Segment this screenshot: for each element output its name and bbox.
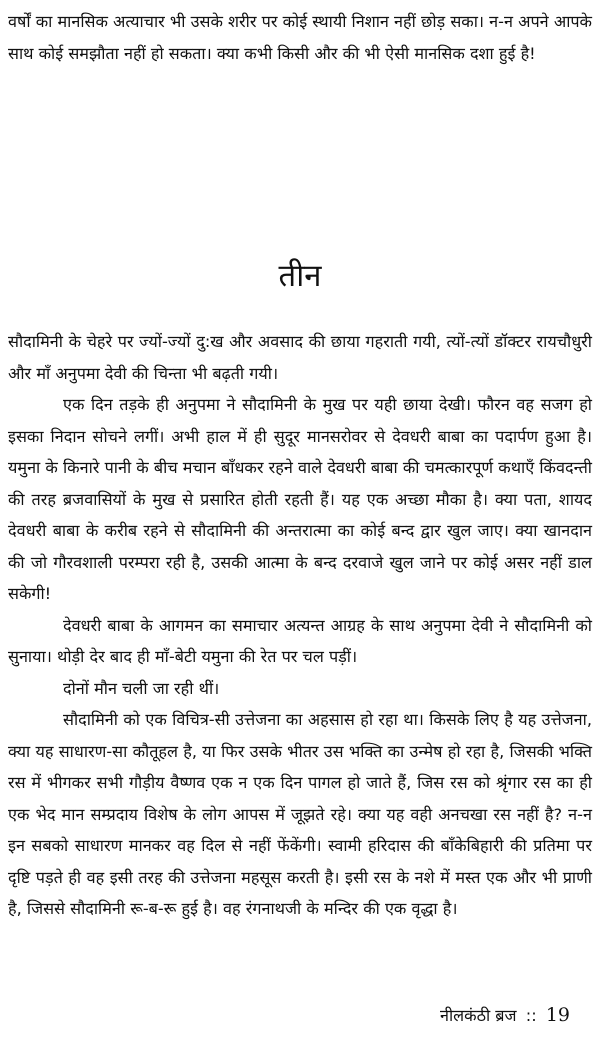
paragraph: एक दिन तड़के ही अनुपमा ने सौदामिनी के मुख पर यही छाया देखी। फौरन वह सजग हो इसका निदान सोचने लगीं। अभी हाल में ही सुदूर मानसरोवर से देवधरी बाबा का पदार्पण हुआ है। यमुना के किनारे पानी के बीच मचान बाँधकर रहने वाले देवधरी बाबा की चमत्कारपूर्ण कथाएँ किंवदन्ती की तरह ब्रजवासियों के मुख से प्रसारित होती रहती हैं। यह एक अच्छा मौका है। क्या पता, शायद देवधरी बाबा के करीब रहने से सौदामिनी की अन्तरात्मा का कोई बन्द द्वार खुल जाए। क्या खानदान की जो गौरवशाली परम्परा रही है, उसकी आत्मा के बन्द दरवाजे खुल जाने पर कोई असर नहीं डाल सकेगी!	[8, 395, 592, 603]
chapter-body	[8, 326, 592, 925]
book-title: नीलकंठी ब्रज	[439, 1006, 517, 1025]
paragraph-continued: वर्षों का मानसिक अत्याचार भी उसके शरीर पर कोई स्थायी निशान नहीं छोड़ सका। न-न अपने आपके साथ कोई समझौता नहीं हो सकता। क्या कभी किसी और की भी ऐसी मानसिक दशा हुई है!	[8, 12, 592, 63]
page-footer	[440, 1000, 570, 1031]
continued-text	[8, 6, 592, 69]
page-number: 19	[545, 1004, 570, 1026]
paragraph: सौदामिनी को एक विचित्र-सी उत्तेजना का अहसास हो रहा था। किसके लिए है यह उत्तेजना, क्या यह साधारण-सा कौतूहल है, या फिर उसके भीतर उस भक्ति का उन्मेष हो रहा है, जिसकी भक्ति रस में भीगकर सभी गौड़ीय वैष्णव एक न एक दिन पागल हो जाते हैं, जिस रस को श्रृंगार रस का ही एक भेद मान सम्प्रदाय विशेष के लोग आपस में जूझते रहे। क्या यह वही अनचखा रस नहीं है? न-न इन सबको साधारण मानकर वह दिल से नहीं फेंकेंगी। स्वामी हरिदास की बाँकेबिहारी की प्रतिमा पर दृष्टि पड़ते ही वह इसी तरह की उत्तेजना महसूस करती है। इसी रस के नशे में मस्त एक और भी प्राणी है, जिससे सौदामिनी रू-ब-रू हुई है। वह रंगनाथजी के मन्दिर की एक वृद्धा है।	[8, 710, 592, 918]
paragraph: देवधरी बाबा के आगमन का समाचार अत्यन्त आग्रह के साथ अनुपमा देवी ने सौदामिनी को सुनाया। थोड़ी देर बाद ही माँ-बेटी यमुना की रेत पर चल पड़ीं।	[8, 615, 592, 666]
chapter-title: तीन	[278, 257, 322, 294]
paragraph: सौदामिनी के चेहरे पर ज्यों-ज्यों दु:ख और अवसाद की छाया गहराती गयी, त्यों-त्यों डॉक्टर रायचौधुरी और माँ अनुपमा देवी की चिन्ता भी बढ़ती गयी।	[8, 332, 592, 383]
paragraph: दोनों मौन चली जा रही थीं।	[63, 678, 220, 698]
footer-separator: ::	[525, 1006, 537, 1025]
